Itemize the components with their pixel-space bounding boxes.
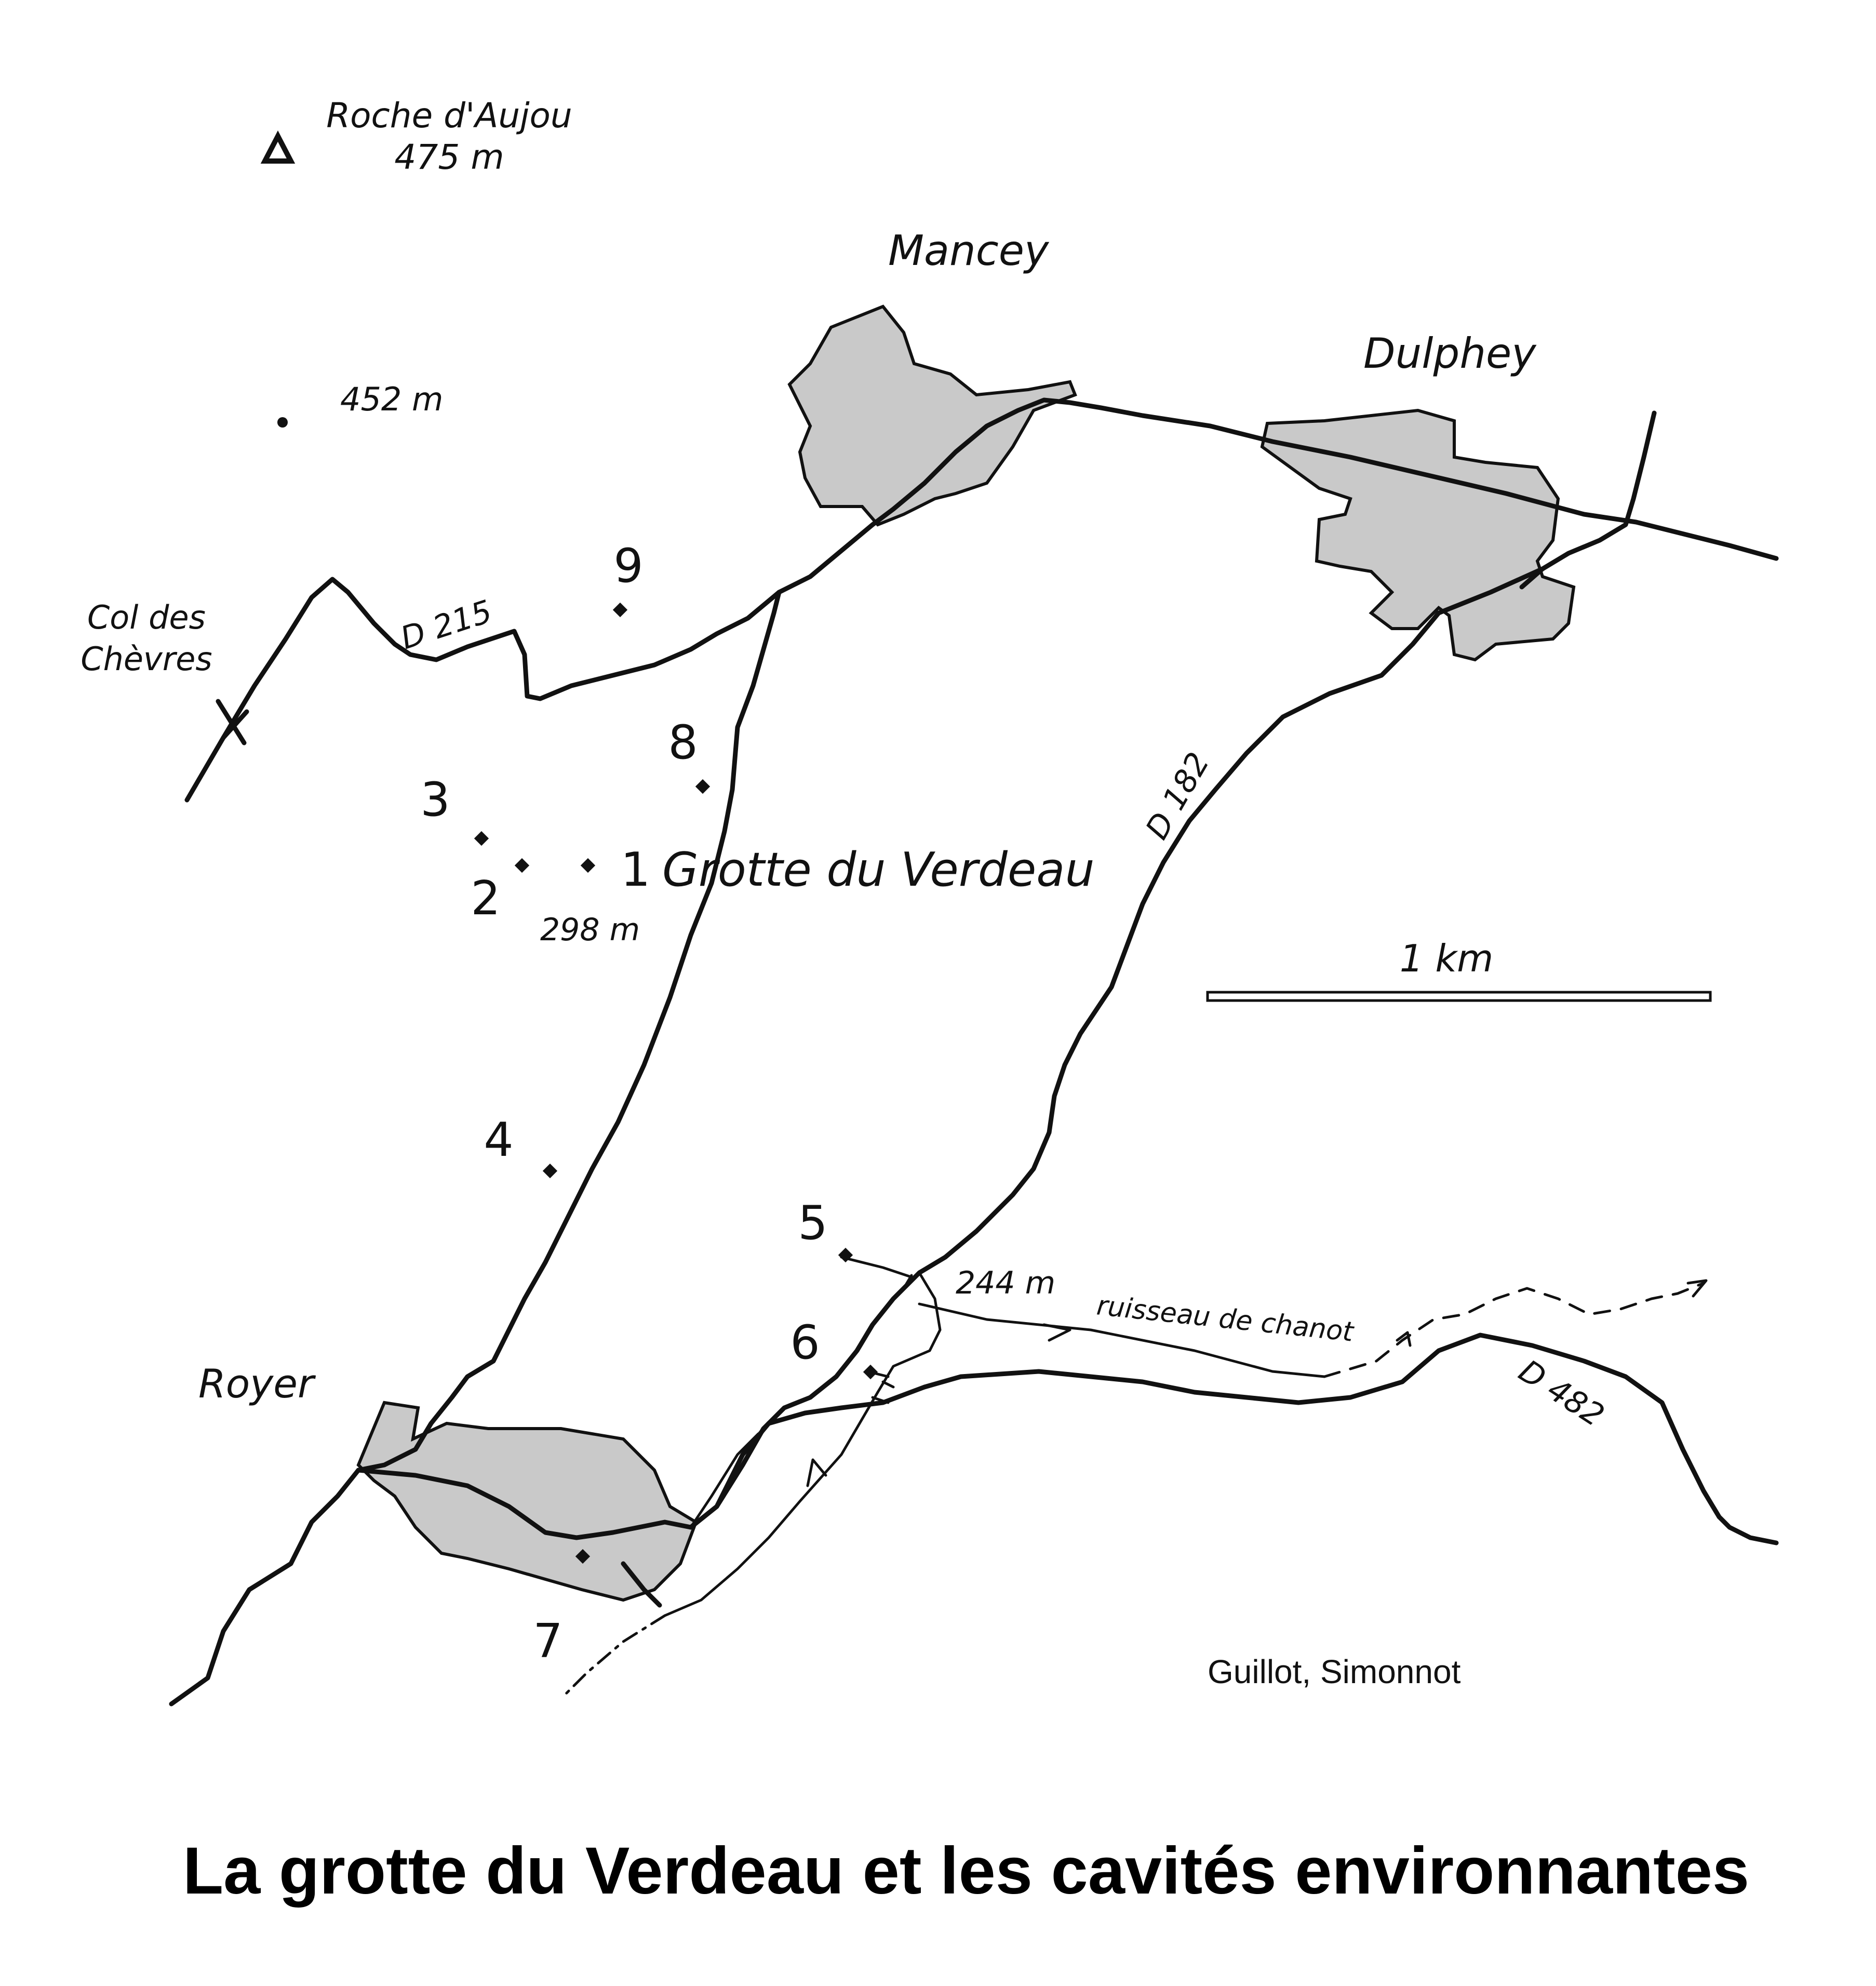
road-d182 [691, 569, 1543, 1527]
summit-triangle-icon [265, 136, 291, 161]
path-cave5 [841, 1257, 914, 1278]
elevation-244-label: 244 m [956, 1265, 1056, 1301]
cavity-3-marker [474, 831, 489, 846]
trail-dashdot [566, 1616, 665, 1694]
cavity-2-number: 2 [471, 871, 501, 926]
cavity-1-name: Grotte du Verdeau [662, 843, 1095, 897]
cavity-3-number: 3 [420, 772, 450, 827]
trail-to-6 [878, 1273, 940, 1392]
summit-452-label: 452 m [340, 380, 444, 418]
stream-chanot-dashed [1324, 1283, 1704, 1377]
cavity-7-number: 7 [533, 1614, 563, 1669]
map-credit: Guillot, Simonnot [1208, 1653, 1461, 1690]
cavity-4-number: 4 [484, 1113, 514, 1167]
scale-bar-label: 1 km [1399, 937, 1494, 980]
page-title: La grotte du Verdeau et les cavités environnantes [182, 1834, 1750, 1908]
elevation-298-label: 298 m [540, 912, 640, 948]
cavity-5-number: 5 [798, 1196, 828, 1250]
cavity-1-number: 1 [621, 843, 651, 897]
cavity-4-marker [543, 1164, 557, 1178]
cavity-6-marker [863, 1365, 878, 1379]
pass-label-line2: Chèvres [81, 640, 212, 678]
cavity-8-number: 8 [668, 715, 698, 770]
royer-town-area [358, 1403, 696, 1600]
cavity-6-number: 6 [790, 1315, 820, 1370]
cavity-9-marker [613, 603, 627, 617]
stream-label: ruisseau de chanot [1095, 1290, 1355, 1348]
scale-bar [1208, 992, 1710, 1001]
road-d182-label: D 182 [1138, 746, 1217, 846]
village-dulphey-label: Dulphey [1363, 329, 1536, 378]
summit-name-label: Roche d'Aujou [326, 96, 572, 136]
summit-elevation-label: 475 m [394, 137, 504, 177]
trail-southwest [665, 1392, 878, 1616]
road-d482-label: D 482 [1512, 1352, 1611, 1434]
road-d215-label: D 215 [396, 593, 497, 657]
pass-label-line1: Col des [87, 598, 206, 636]
tick-6a [883, 1382, 893, 1387]
cavity-2-marker [515, 858, 529, 873]
summit-452-point [277, 417, 288, 428]
cavity-1-marker [581, 858, 595, 873]
stream-arrow-east [1688, 1281, 1706, 1296]
cavity-8-marker [695, 779, 710, 794]
village-royer-label: Royer [198, 1361, 314, 1407]
mancey-town-area [789, 306, 1075, 525]
village-mancey-label: Mancey [888, 226, 1049, 275]
cavity-9-number: 9 [613, 539, 644, 593]
